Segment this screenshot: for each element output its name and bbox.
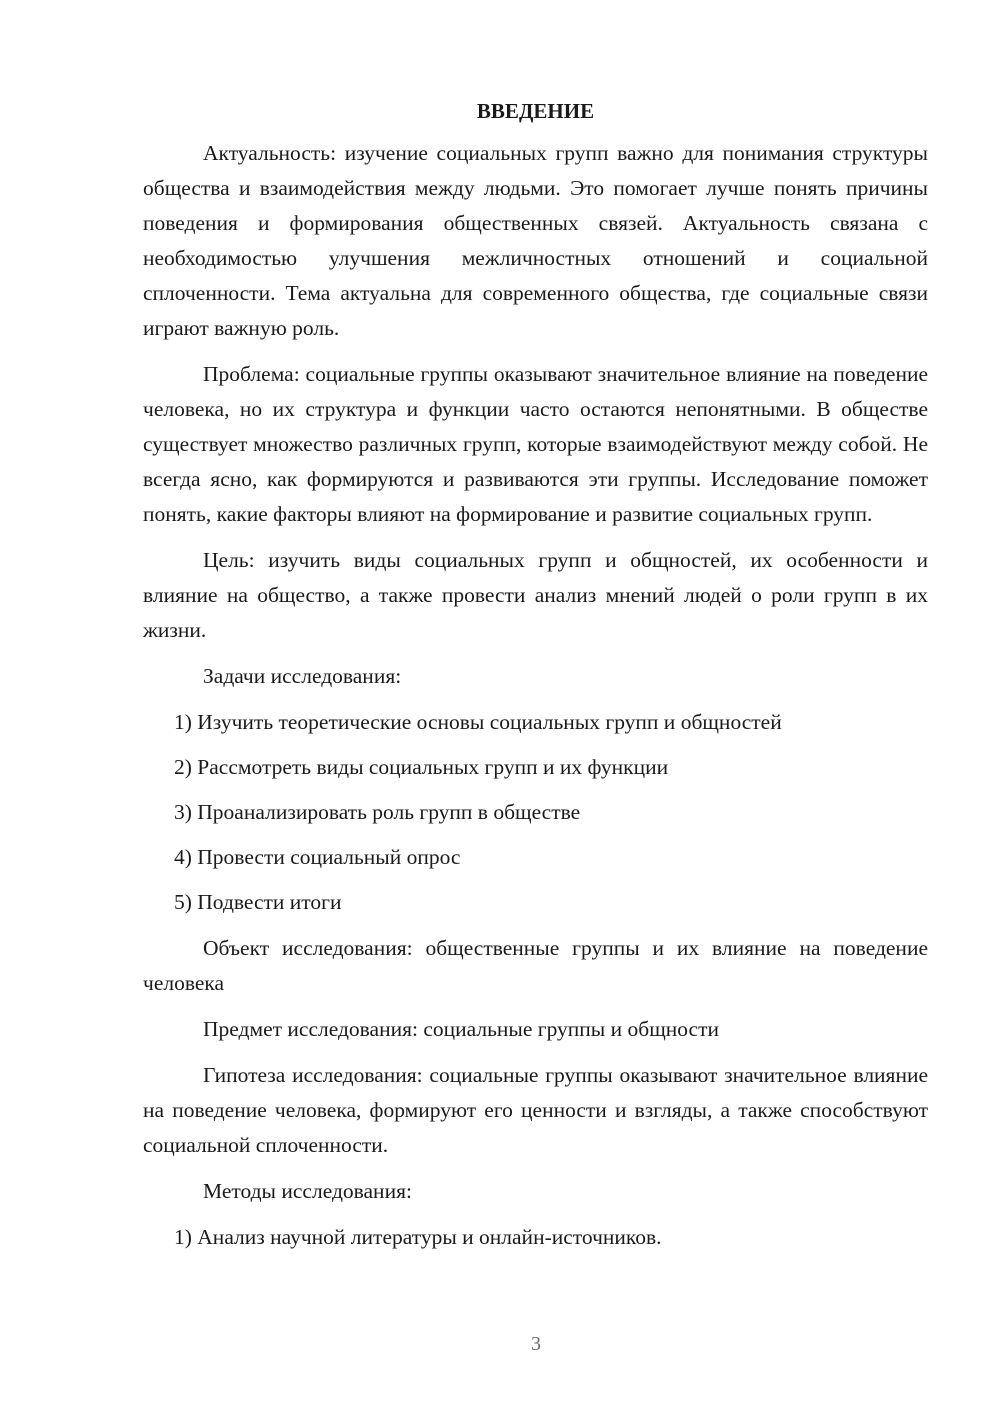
document-page [143, 94, 928, 1266]
list-item: 1) Изучить теоретические основы социальных групп и общностей [174, 710, 782, 734]
list-item: 3) Проанализировать роль групп в обществе [174, 800, 581, 824]
tasks-list [143, 705, 928, 920]
list-item: 1) Анализ научной литературы и онлайн-источников. [174, 1225, 662, 1249]
relevance-paragraph: Актуальность: изучение социальных групп важно для понимания структуры общества и взаимодействия между людьми. Это помогает лучше понять причины поведения и формирования общественных связей. Актуальность связана с необходимостью улучшения межличностных отношений и социальной сплоченности. Тема актуальна для современного общества, где социальные связи играют важную роль. [143, 141, 928, 340]
list-item: 2) Рассмотреть виды социальных групп и их функции [174, 755, 669, 779]
page-number: 3 [531, 1333, 541, 1355]
section-title: ВВЕДЕНИЕ [476, 99, 595, 123]
subject-paragraph: Предмет исследования: социальные группы и общности [203, 1017, 719, 1041]
methods-list [143, 1220, 928, 1255]
goal-paragraph: Цель: изучить виды социальных групп и общностей, их особенности и влияние на общество, а также провести анализ мнений людей о роли групп в их жизни. [143, 548, 928, 642]
list-item: 4) Провести социальный опрос [174, 845, 461, 869]
methods-heading: Методы исследования: [203, 1179, 412, 1203]
object-paragraph: Объект исследования: общественные группы и их влияние на поведение человека [143, 936, 928, 995]
problem-paragraph: Проблема: социальные группы оказывают значительное влияние на поведение человека, но их структура и функции часто остаются непонятными. В обществе существует множество различных групп, которые взаимодействуют между собой. Не всегда ясно, как формируются и развиваются эти группы. Исследование поможет понять, какие факторы влияют на формирование и развитие социальных групп. [143, 362, 928, 526]
tasks-heading: Задачи исследования: [203, 664, 402, 688]
list-item: 5) Подвести итоги [174, 890, 342, 914]
hypothesis-paragraph: Гипотеза исследования: социальные группы оказывают значительное влияние на поведение человека, формируют его ценности и взгляды, а также способствуют социальной сплоченности. [143, 1063, 928, 1157]
